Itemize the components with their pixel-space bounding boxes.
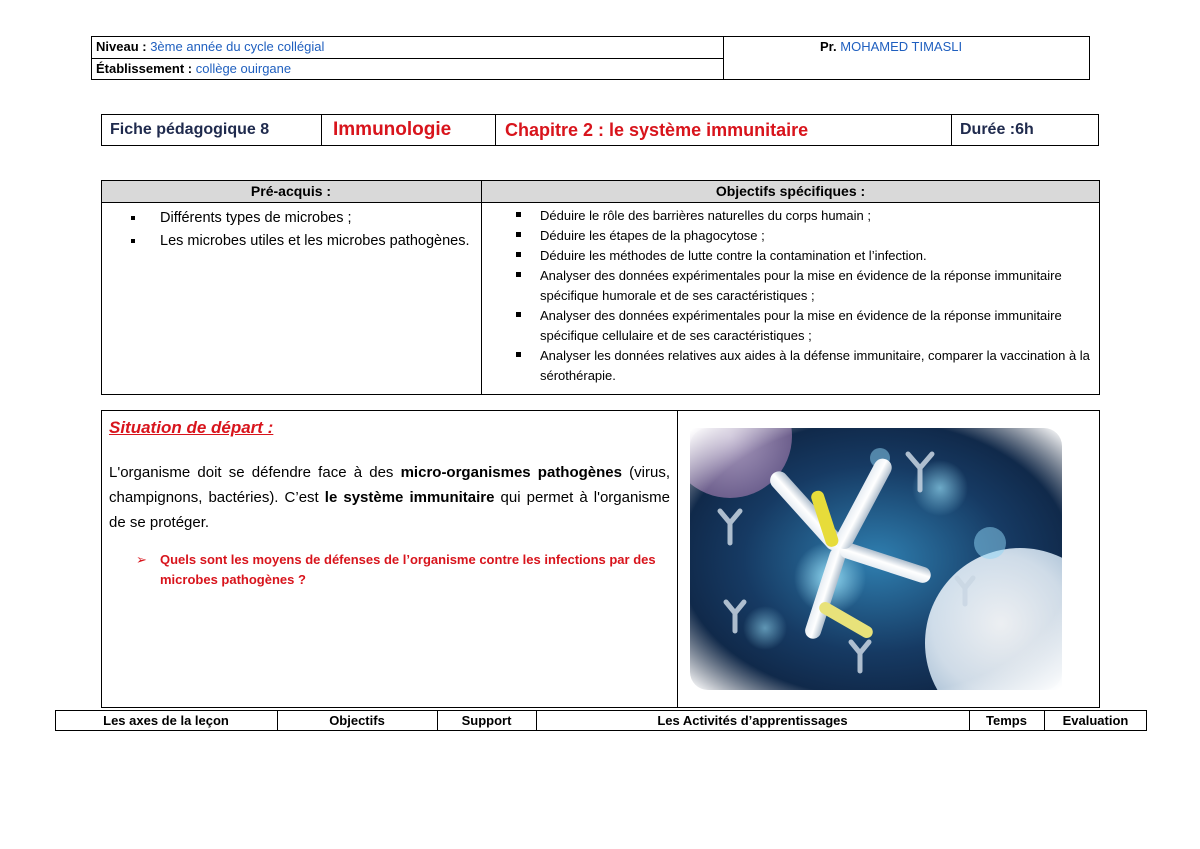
situation-text bbox=[109, 460, 670, 535]
title-divider-3 bbox=[951, 114, 952, 146]
etablissement-value: collège ouirgane bbox=[195, 61, 292, 76]
immune-system-illustration bbox=[690, 428, 1062, 690]
list-item: Déduire le rôle des barrières naturelles du corps humain ; bbox=[482, 206, 1094, 226]
prerequis-list bbox=[102, 207, 474, 253]
etablissement-line bbox=[96, 61, 291, 76]
list-item: Analyser les données relatives aux aides à la défense immunitaire, comparer la vaccination à la sérothérapie. bbox=[482, 346, 1094, 386]
list-item: Déduire les étapes de la phagocytose ; bbox=[482, 226, 1094, 246]
professor-name: MOHAMED TIMASLI bbox=[840, 39, 963, 54]
col-header-objectifs: Objectifs bbox=[329, 713, 385, 728]
list-item: Analyser des données expérimentales pour la mise en évidence de la réponse immunitaire spécifique humorale et de ses caractéristiques ; bbox=[482, 266, 1094, 306]
col-header-support: Support bbox=[461, 713, 512, 728]
situation-question: ➢ Quels sont les moyens de défenses de l’organisme contre les infections par des microbes pathogènes ? bbox=[160, 550, 670, 590]
niveau-label: Niveau : bbox=[96, 39, 147, 54]
situation-title: Situation de départ : bbox=[109, 418, 274, 437]
situation-text-part: qui permet à l'organisme de se protéger. bbox=[109, 489, 670, 531]
professor-label: Pr. bbox=[820, 39, 837, 54]
situation-divider bbox=[677, 410, 678, 708]
title-divider-1 bbox=[321, 114, 322, 146]
objectifs-list bbox=[482, 206, 1094, 386]
niveau-line bbox=[96, 39, 324, 54]
list-item: Analyser des données expérimentales pour la mise en évidence de la réponse immunitaire spécifique cellulaire et de ses caractéristiques ; bbox=[482, 306, 1094, 346]
situation-text-part: (virus, champignons, bactéries). C’est bbox=[109, 464, 671, 506]
col-header-axes: Les axes de la leçon bbox=[103, 713, 229, 728]
col-header-evaluation: Evaluation bbox=[1062, 713, 1129, 728]
etablissement-label: Établissement : bbox=[96, 61, 193, 76]
duration: Durée :6h bbox=[960, 121, 1034, 138]
list-item: Déduire les méthodes de lutte contre la contamination et l’infection. bbox=[482, 246, 1094, 266]
professor-line bbox=[820, 39, 962, 54]
col-header-activites: Les Activités d’apprentissages bbox=[657, 713, 848, 728]
niveau-value: 3ème année du cycle collégial bbox=[150, 39, 325, 54]
situation-emphasis: micro-organismes pathogènes bbox=[400, 464, 622, 481]
competences-header-line bbox=[101, 202, 1100, 203]
situation-text-part: L'organisme doit se défendre face à des bbox=[109, 464, 401, 481]
header-divider-h bbox=[91, 58, 724, 59]
col-header-temps: Temps bbox=[986, 713, 1027, 728]
situation-emphasis: le système immunitaire bbox=[324, 489, 495, 506]
module-title: Immunologie bbox=[333, 119, 452, 140]
antibody-image bbox=[690, 428, 1062, 690]
prerequis-heading: Pré-acquis : bbox=[250, 183, 332, 199]
chapter-title: Chapitre 2 : le système immunitaire bbox=[505, 119, 809, 140]
title-divider-2 bbox=[495, 114, 496, 146]
list-item: Les microbes utiles et les microbes pathogènes. bbox=[102, 230, 474, 253]
objectifs-heading: Objectifs spécifiques : bbox=[715, 183, 866, 199]
list-item: Différents types de microbes ; bbox=[102, 207, 474, 230]
fiche-title: Fiche pédagogique 8 bbox=[110, 121, 270, 138]
